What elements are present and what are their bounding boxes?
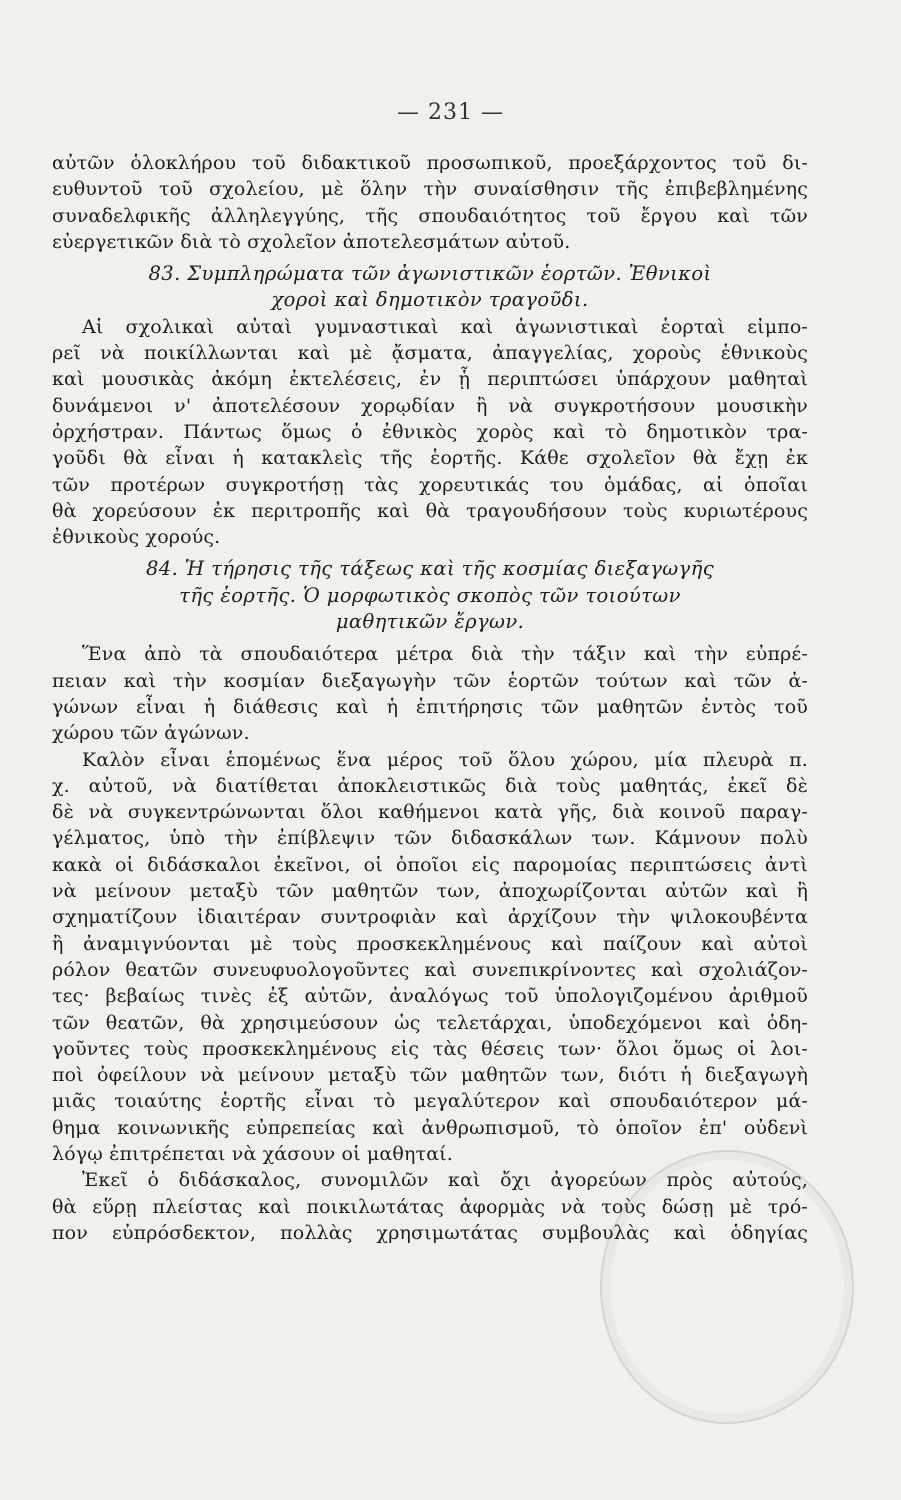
text-line: ἐθνικοὺς χορούς. — [52, 526, 221, 549]
page-body — [52, 150, 808, 1246]
text-line: μιᾶς τοιαύτης ἑορτῆς εἶναι τὸ μεγαλύτερον καὶ σπουδαιότερον μά- — [52, 1090, 808, 1113]
section-84-heading — [52, 556, 808, 635]
text-line: καὶ μουσικὰς ἀκόμη ἐκτελέσεις, ἐν ᾗ περιπτώσει ὑπάρχουν μαθηταὶ — [52, 368, 808, 391]
heading-line: τῆς ἑορτῆς. Ὁ μορφωτικὸς σκοπὸς τῶν τοιούτων — [179, 583, 681, 607]
text-line: γώνων εἶναι ἡ διάθεσις καὶ ἡ ἐπιτήρησις τῶν μαθητῶν ἐντὸς τοῦ — [52, 695, 808, 718]
text-line: σχηματίζουν ἰδιαιτέραν συντροφιὰν καὶ ἀρχίζουν τὴν ψιλοκουβέντα — [52, 906, 808, 929]
text-line: Ἕνα ἀπὸ τὰ σπουδαιότερα μέτρα διὰ τὴν τάξιν καὶ τὴν εὐπρέ- — [82, 643, 808, 666]
text-line: θὰ εὕρῃ πλείστας καὶ ποικιλωτάτας ἀφορμὰς νὰ τοὺς δώσῃ μὲ τρό- — [52, 1195, 808, 1218]
text-line: κακὰ οἱ διδάσκαλοι ἐκεῖνοι, οἱ ὁποῖοι εἰς παρομοίας περιπτώσεις ἀντὶ — [52, 853, 808, 876]
text-line: πον εὐπρόσδεκτον, πολλὰς χρησιμωτάτας συμβουλὰς καὶ ὁδηγίας — [52, 1221, 808, 1244]
text-line: γέλματος, ὑπὸ τὴν ἐπίβλεψιν τῶν διδασκάλων των. Κάμνουν πολὺ — [52, 827, 808, 850]
text-line: νὰ μείνουν μεταξὺ τῶν μαθητῶν των, ἀποχωρίζονται αὐτῶν καὶ ἢ — [52, 880, 808, 903]
section-84-paragraph-2 — [52, 747, 808, 1168]
text-line: ευθυντοῦ τοῦ σχολείου, μὲ ὅλην τὴν συναίσθησιν τῆς ἐπιβεβλημένης — [52, 178, 808, 201]
text-line: δὲ νὰ συγκεντρώνωνται ὅλοι καθήμενοι κατὰ γῆς, διὰ κοινοῦ παραγ- — [52, 801, 808, 824]
text-line: Αἱ σχολικαὶ αὐταὶ γυμναστικαὶ καὶ ἀγωνιστικαὶ ἑορταὶ εἰμπο- — [82, 315, 808, 338]
text-line: ρόλον θεατῶν συνευφυολογοῦντες καὶ συνεπικρίνοντες καὶ σχολιάζον- — [52, 958, 808, 981]
text-line: δυνάμενοι ν' ἀποτελέσουν χορῳδίαν ἢ νὰ συγκροτήσουν μουσικὴν — [52, 394, 808, 417]
heading-line: 83. Συμπληρώματα τῶν ἀγωνιστικῶν ἑορτῶν. Ἐθνικοὶ — [148, 262, 712, 286]
text-line: τῶν θεατῶν, θὰ χρησιμεύσουν ὡς τελετάρχαι, ὑποδεχόμενοι καὶ ὁδη- — [52, 1011, 808, 1034]
text-line: χώρου τῶν ἀγώνων. — [52, 722, 250, 745]
text-line: ὀρχήστραν. Πάντως ὅμως ὁ ἐθνικὸς χορὸς καὶ τὸ δημοτικὸν τρα- — [52, 420, 808, 443]
text-line: τῶν προτέρων συγκροτήσῃ τὰς χορευτικάς του ὁμάδας, αἱ ὁποῖαι — [52, 473, 808, 496]
text-line: θημα κοινωνικῆς εὐπρεπείας καὶ ἀνθρωπισμοῦ, τὸ ὁποῖον ἐπ' οὐδενὶ — [52, 1116, 808, 1139]
text-line: γοῦντες τοὺς προσκεκλημένους εἰς τὰς θέσεις των· ὅλοι ὅμως οἱ λοι- — [52, 1037, 808, 1060]
page-number: — 231 — — [397, 100, 504, 125]
section-83-body — [52, 314, 808, 551]
heading-line: 84. Ἡ τήρησις τῆς τάξεως καὶ τῆς κοσμίας διεξαγωγῆς — [145, 557, 715, 581]
text-line: ἢ ἀναμιγνύονται μὲ τοὺς προσκεκλημένους καὶ παίζουν καὶ αὐτοὶ — [52, 932, 808, 955]
heading-line: μαθητικῶν ἔργων. — [335, 610, 525, 634]
text-line: λόγῳ ἐπιτρέπεται νὰ χάσουν οἱ μαθηταί. — [52, 1142, 453, 1165]
text-line: συναδελφικῆς ἀλληλεγγύης, τῆς σπουδαιότητος τοῦ ἔργου καὶ τῶν — [52, 204, 808, 227]
text-line: ποὶ ὀφείλουν νὰ μείνουν μεταξὺ τῶν μαθητῶν των, διότι ἡ διεξαγωγὴ — [52, 1064, 808, 1087]
text-line: πειαν καὶ τὴν κοσμίαν διεξαγωγὴν τῶν ἑορτῶν τούτων καὶ τῶν ἀ- — [52, 669, 808, 692]
text-line: τες· βεβαίως τινὲς ἐξ αὐτῶν, ἀναλόγως τοῦ ὑπολογιζομένου ἀριθμοῦ — [52, 985, 808, 1008]
text-line: αὐτῶν ὁλοκλήρου τοῦ διδακτικοῦ προσωπικοῦ, προεξάρχοντος τοῦ δι- — [52, 152, 808, 174]
text-line: εὐεργετικῶν διὰ τὸ σχολεῖον ἀποτελεσμάτων αὐτοῦ. — [52, 230, 571, 253]
text-line: θὰ χορεύσουν ἐκ περιτροπῆς καὶ θὰ τραγουδήσουν τοὺς κυριωτέρους — [52, 499, 808, 522]
section-83-heading — [52, 261, 808, 314]
text-line: ρεῖ νὰ ποικίλλωνται καὶ μὲ ᾄσματα, ἀπαγγελίας, χοροὺς ἐθνικοὺς — [52, 342, 808, 365]
text-line: γοῦδι θὰ εἶναι ἡ κατακλεὶς τῆς ἑορτῆς. Κάθε σχολεῖον θὰ ἔχῃ ἐκ — [52, 447, 808, 470]
section-84-paragraph-3 — [52, 1167, 808, 1246]
paragraph-continuation — [52, 150, 808, 255]
text-line: Ἐκεῖ ὁ διδάσκαλος, συνομιλῶν καὶ ὄχι ἀγορεύων πρὸς αὐτούς, — [82, 1169, 808, 1192]
text-line: Καλὸν εἶναι ἑπομένως ἕνα μέρος τοῦ ὅλου χώρου, μία πλευρὰ π. — [82, 748, 808, 771]
text-line: χ. αὐτοῦ, νὰ διατίθεται ἀποκλειστικῶς διὰ τοὺς μαθητάς, ἐκεῖ δὲ — [52, 774, 808, 797]
section-84-paragraph-1 — [52, 641, 808, 746]
heading-line: χοροὶ καὶ δημοτικὸν τραγοῦδι. — [271, 288, 589, 312]
